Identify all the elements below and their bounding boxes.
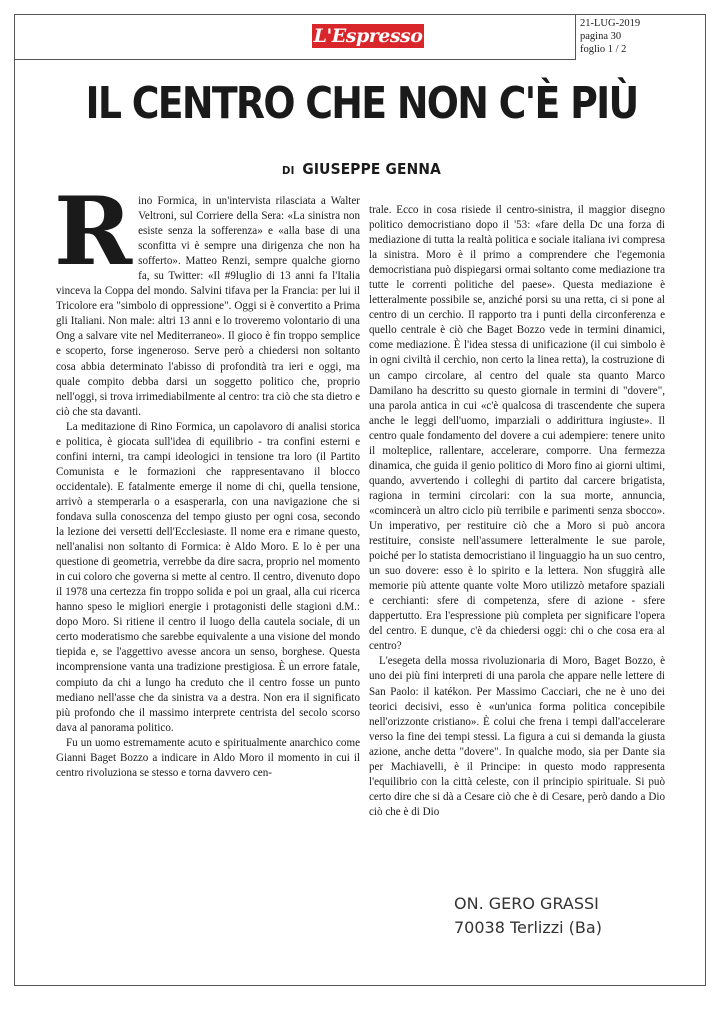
office-stamp <box>454 892 602 940</box>
clipping-sheet: foglio 1 / 2 <box>580 44 627 55</box>
stamp-address: 70038 Terlizzi (Ba) <box>454 918 602 937</box>
paragraph: Fu un uomo estremamente acuto e spiritualmente anarchico come Gianni Baget Bozzo a indicare in Aldo Moro il momento in cui il centro rivoluziona se stesso e torna davvero cen- <box>56 736 360 779</box>
clipping-page: pagina 30 <box>580 31 622 42</box>
logo-area <box>14 14 576 60</box>
drop-cap: R <box>54 177 133 287</box>
paragraph: L'esegeta della mossa rivoluzionaria di Moro, Baget Bozzo, è uno dei più fini interpreti di una parola che appare nelle lettere di San Paolo: il katékon. Per Massimo Cacciari, che ne è uno dei teorici decisivi, esso è «un'unica forma politica concepibile nell'orizzonte cristiano». È colui che frena i tempi dall'accelerare verso la fine dei tempi stessi. La figura a cui si demanda la giusta azione, anche detta "dovere". In qualche modo, sia per Dante sia per Machiavelli, è il Principe: in questo modo rappresenta l'equilibrio con la città celeste, con il principio spirituale. Si può certo dire che si dà a Cesare ciò che è di Cesare, però dando a Dio ciò che è di Dio <box>369 655 665 818</box>
article-headline: IL CENTRO CHE NON C'È PIÙ <box>85 78 638 129</box>
clipping-meta <box>576 14 706 60</box>
stamp-name: ON. GERO GRASSI <box>454 894 599 913</box>
clipping-date: 21-LUG-2019 <box>580 18 641 29</box>
paragraph <box>54 177 360 420</box>
article-column-right <box>369 203 665 820</box>
press-clipping-header <box>14 14 706 60</box>
paragraph-text: ino Formica, in un'intervista rilasciata a Walter Veltroni, sul Corriere della Sera: «La sinistra non esiste senza la sofferenza» e «alla base di una sconfitta vi è sempre una dirigenza che non ha sofferto». Matteo Renzi, sempre qualche giorno fa, su Twitter: «Il #9luglio di 13 anni fa l'Italia vinceva la Coppa del mondo. Salvini tifava per la Francia: per lui il Tricolore era "simbolo di oppressione". Oggi si è convertito a Prima gli Italiani. Non male: altri 13 anni e lo troveremo volontario di una Ong a salvare vite nel Mediterraneo». Il gioco è fin troppo semplice e scoperto, forse ingeneroso. Serve però a chiedersi non soltanto cosa abbia determinato l'abisso di profondità tra ieri e oggi, ma quale compito debba darsi un soggetto politico che, proprio nell'oggi, si trova irrimediabilmente al centro: tra ciò che sta dietro e ciò che sta davanti. <box>56 195 360 418</box>
paragraph: trale. Ecco in cosa risiede il centro-sinistra, il maggior disegno politico democristiano dopo il '53: «fare della Dc una forza di mediazione di tutta la realtà politica e sociale italiana ivi compresa la sinistra. Moro è il primo a comprendere che l'egemonia democristiana può dispiegarsi ormai soltanto come mediazione tra tutte le correnti politiche del paese». Questa mediazione è letteralmente possibile se, anziché porsi su una retta, ci si pone al centro di un cerchio. Il rapporto tra i punti della circonferenza e quello centrale è ciò che Baget Bozzo vede in termini dinamici, come mediazione. È l'idea stessa di unificazione (il cui simbolo è in ogni civiltà il cerchio, non certo la linea retta), la costruzione di un campo circolare, al centro del quale sta quanto Marco Damilano ha descritto su questo giornale in termini di "dovere", una parola antica in cui «c'è qualcosa di trascendente che supera anche le leggi dell'uomo, imparziali o addirittura ingiuste». Il centro quale fondamento del dovere a cui adempiere: tenere unito il molteplice, rallentare, accelerare, comporre. Una fermezza dinamica, che guida il genio politico di Moro fino ai giorni ultimi, quando, avvertendo i colleghi di partito dal carcere brigatista, ragiona in termini circolari: con la sua morte, annuncia, «comincerà un altro ciclo più terribile e parimenti senza sbocco». Un imperativo, per restituire ciò che a Moro si può ancora restituire, consiste nell'assumere letteralmente le sue parole, poiché per lo statista democristiano il linguaggio ha un suo centro, un suo dovere: esso è lo spirito e la lettera. Non sfuggirà alle memorie più attente quante volte Moro utilizzò metafore spaziali e cerchianti: sfere di competenza, sfere di azione - sfere dappertutto. Era l'espressione più completa per significare l'opera del centro. E dunque, c'è da chiedersi oggi: chi o che cosa era al centro? <box>369 204 665 653</box>
article-column-left <box>54 177 360 781</box>
byline-prefix: DI <box>282 164 295 177</box>
byline-author: GIUSEPPE GENNA <box>302 160 441 178</box>
article-byline <box>29 160 694 178</box>
paragraph: La meditazione di Rino Formica, un capolavoro di analisi storica e politica, è giocata sull'idea di equilibrio - tra confini esterni e confini interni, tra campi ideologici in tensione tra loro (il Partito Comunista e le formazioni che rappresentavano il blocco occidentale). E fatalmente emerge il nome di chi, quella tensione, arrivò a stemperarla o a esasperarla, con una navigazione che si fondava sulla conoscenza del tempo giusto per ogni cosa, secondo la lezione dei versetti dell'Ecclesiaste. Il nome era e rimane questo, nell'analisi non soltanto di Formica: è Aldo Moro. E lo è per una questione di geometria, verrebbe da dire sacra, proprio nel momento in cui coloro che governa si mette al centro. Il centro, divenuto dopo il 1978 una certezza fin troppo solida e poi un graal, alla cui ricerca hanno speso le migliori energie i protagonisti delle stagioni d.M.: dopo Moro. Si ritiene il centro il luogo della cautela sociale, di un certo moderatismo che sarebbe equivalente a una visione del mondo tiepida e, se l'aggettivo avesse ancora un senso, borghese. Questa incomprensione vanta una tradizione prestigiosa. È un errore fatale, compiuto da chi a lungo ha creduto che il centro fosse un punto mediano nell'asse che da sinistra va a destra. Non era il significato più profondo che il massimo interprete centrista del secolo scorso dava al panorama politico. <box>56 420 360 734</box>
publication-logo: L'Espresso <box>313 25 423 47</box>
